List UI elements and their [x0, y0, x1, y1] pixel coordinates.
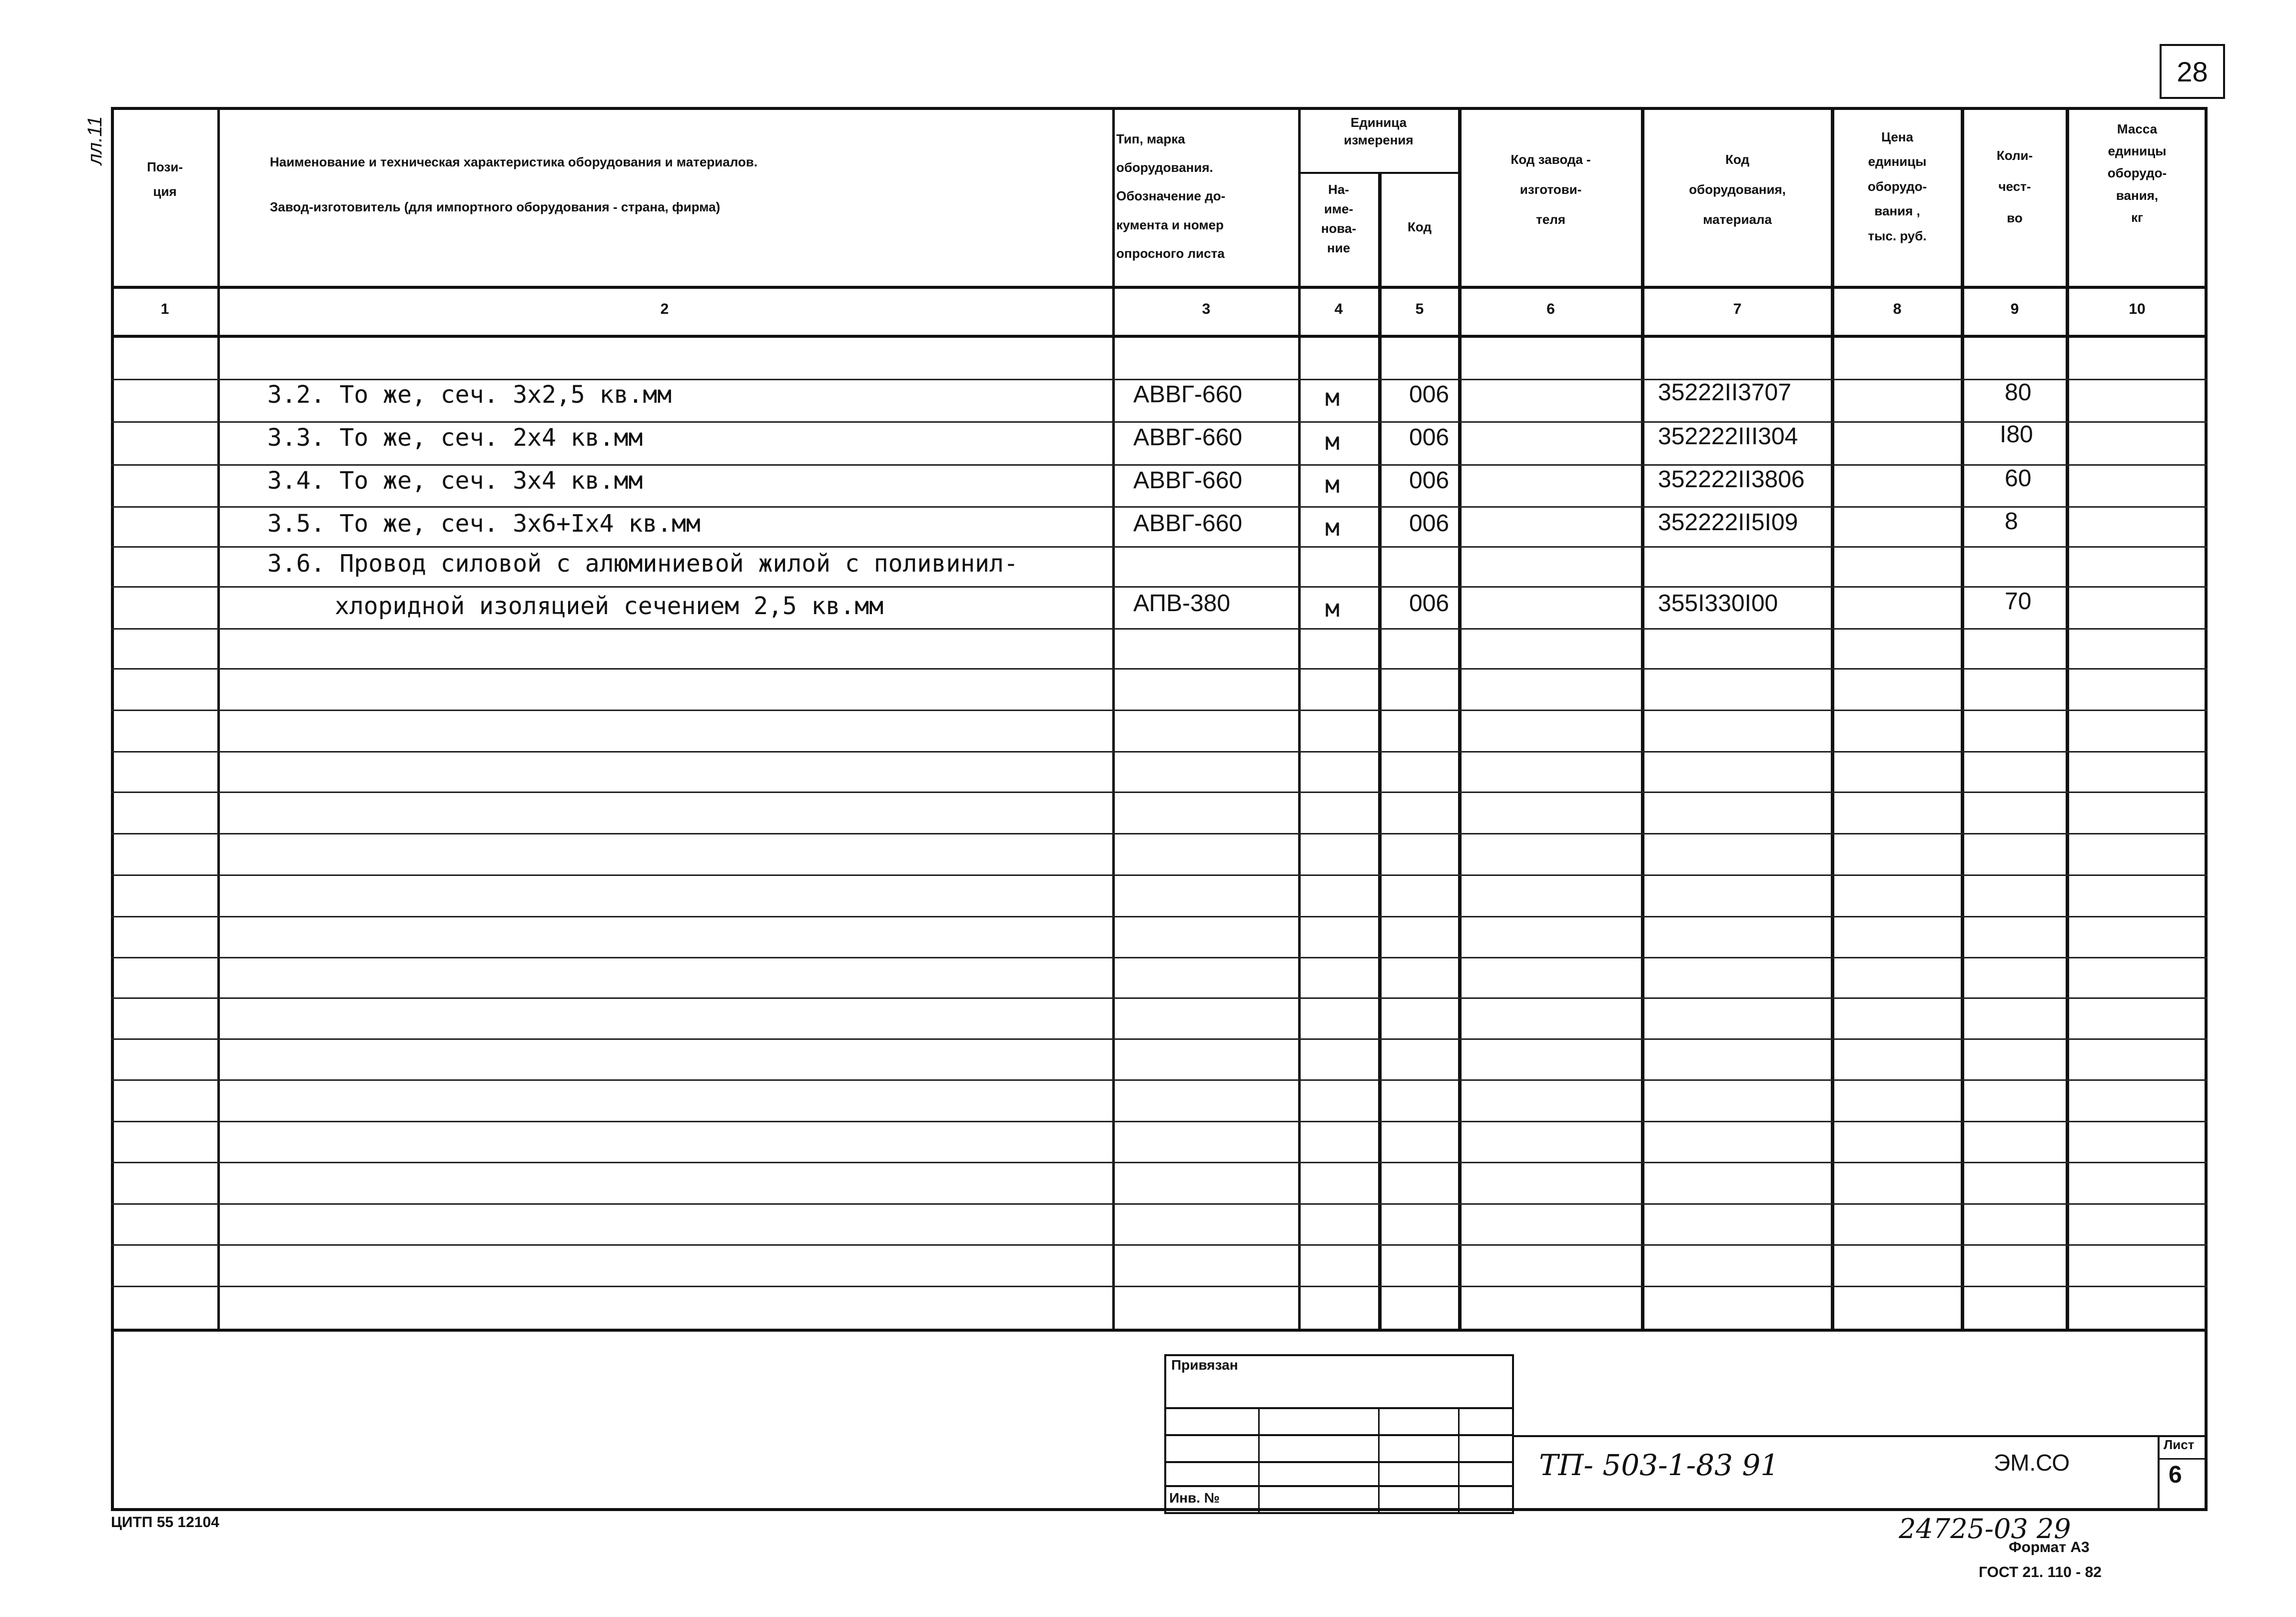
row-equipment-code: 35222II3707	[1658, 379, 1791, 406]
col-divider	[2066, 107, 2069, 1329]
col-divider	[1112, 107, 1115, 1329]
sheet-number: 6	[2169, 1462, 2182, 1488]
row-line	[111, 628, 2208, 630]
col-number: 3	[1202, 301, 1211, 317]
col-divider	[1831, 107, 1834, 1329]
row-code: 006	[1409, 381, 1450, 408]
row-type: АВВГ-660	[1133, 510, 1243, 537]
row-code: 006	[1409, 424, 1450, 451]
col-divider	[217, 107, 220, 1329]
row-name: 3.6. Провод силовой с алюминиевой жилой с поливинил-	[267, 550, 1018, 578]
row-unit: м	[1325, 514, 1340, 542]
row-unit: м	[1325, 428, 1340, 456]
title-block-line	[2158, 1458, 2208, 1460]
row-line	[111, 710, 2208, 711]
sheet-label: Лист	[2164, 1437, 2195, 1452]
row-equipment-code: 355I330I00	[1658, 590, 1778, 617]
row-equipment-code: 352222III304	[1658, 423, 1798, 450]
col-number: 6	[1546, 301, 1555, 317]
header-unit-name: На- име- нова- ние	[1321, 182, 1357, 255]
row-line	[111, 1079, 2208, 1081]
row-line	[111, 874, 2208, 876]
title-block-divider	[2158, 1435, 2160, 1511]
col-number: 1	[160, 301, 169, 317]
col-divider	[1458, 107, 1462, 1329]
col-number: 10	[2129, 301, 2146, 317]
side-mark: лл.11	[84, 116, 106, 165]
row-type: АВВГ-660	[1133, 467, 1243, 494]
header-name-line1: Наименование и техническая характеристика оборудования и материалов.	[270, 154, 758, 169]
number-row-line	[111, 335, 2208, 338]
row-quantity: 70	[2005, 588, 2032, 615]
row-line	[111, 506, 2208, 508]
table-bottom-line	[111, 1329, 2208, 1332]
footer-format: Формат А3	[2009, 1539, 2090, 1556]
row-unit: м	[1325, 471, 1340, 499]
col-number: 7	[1733, 301, 1742, 317]
stamp-divider	[1378, 1407, 1380, 1514]
row-line	[111, 957, 2208, 958]
row-type: АВВГ-660	[1133, 424, 1243, 451]
row-name: 3.2. То же, сеч. 3х2,5 кв.мм	[267, 381, 672, 409]
col-number: 4	[1334, 301, 1343, 317]
row-code: 006	[1409, 467, 1450, 494]
row-line	[111, 421, 2208, 423]
row-line	[111, 916, 2208, 917]
col-number: 9	[2010, 301, 2019, 317]
row-unit: м	[1325, 595, 1340, 623]
row-name: хлоридной изоляцией сечением 2,5 кв.мм	[335, 592, 884, 620]
row-line	[111, 1121, 2208, 1122]
stamp-line	[1164, 1434, 1514, 1436]
col-divider	[1641, 107, 1644, 1329]
col-divider	[1961, 107, 1964, 1329]
row-line	[111, 833, 2208, 834]
stamp-divider	[1258, 1407, 1260, 1514]
col-number: 8	[1893, 301, 1902, 317]
stamp-line	[1164, 1485, 1514, 1487]
col-number: 2	[660, 301, 669, 317]
row-quantity: I80	[2000, 421, 2033, 448]
row-name: 3.5. То же, сеч. 3х6+Iх4 кв.мм	[267, 510, 701, 538]
row-line	[111, 586, 2208, 588]
header-quantity: Коли- чест- во	[1996, 148, 2033, 225]
header-type: Тип, марка оборудования. Обозначение до- кумента и номер опросного листа	[1116, 131, 1226, 261]
footer-gost: ГОСТ 21. 110 - 82	[1979, 1564, 2102, 1581]
stamp-line	[1164, 1461, 1514, 1463]
row-quantity: 8	[2005, 508, 2018, 535]
page-number: 28	[2160, 44, 2225, 99]
row-line	[111, 1162, 2208, 1163]
row-line	[111, 751, 2208, 753]
binding-label: Привязан	[1171, 1357, 1238, 1373]
row-line	[111, 1286, 2208, 1287]
inventory-number-label: Инв. №	[1169, 1490, 1220, 1506]
section-code: ЭМ.СО	[1994, 1450, 2070, 1476]
row-name: 3.4. То же, сеч. 3х4 кв.мм	[267, 467, 643, 495]
header-name-line2: Завод-изготовитель (для импортного оборудования - страна, фирма)	[270, 199, 721, 214]
title-block-line	[1514, 1435, 2208, 1437]
row-quantity: 80	[2005, 379, 2032, 406]
row-line	[111, 1244, 2208, 1246]
row-line	[111, 1038, 2208, 1040]
row-line	[111, 792, 2208, 793]
footer-code: ЦИТП 55 12104	[111, 1514, 219, 1531]
header-price: Цена единицы оборудо- вания , тыс. руб.	[1867, 129, 1927, 243]
row-line	[111, 379, 2208, 380]
row-code: 006	[1409, 510, 1450, 537]
document-code: ТП- 503-1-83 91	[1539, 1448, 1779, 1482]
row-type: АПВ-380	[1133, 590, 1231, 617]
row-line	[111, 668, 2208, 670]
header-bottom-line	[111, 286, 2208, 289]
row-name: 3.3. То же, сеч. 2х4 кв.мм	[267, 424, 643, 452]
row-unit: м	[1325, 384, 1340, 412]
unit-divider	[1298, 172, 1458, 174]
row-line	[111, 1203, 2208, 1205]
header-position: Пози- ция	[147, 159, 183, 199]
header-unit-group: Единица измерения	[1344, 115, 1414, 148]
header-manufacturer-code: Код завода - изготови- теля	[1511, 152, 1591, 227]
row-line	[111, 546, 2208, 548]
row-equipment-code: 352222II3806	[1658, 466, 1805, 493]
row-code: 006	[1409, 590, 1450, 617]
row-equipment-code: 352222II5I09	[1658, 509, 1798, 536]
footer-number: 24725-03 29	[1899, 1513, 2071, 1545]
header-unit-code: Код	[1408, 219, 1432, 234]
row-type: АВВГ-660	[1133, 381, 1243, 408]
header-mass: Масса единицы оборудо- вания, кг	[2107, 121, 2167, 225]
stamp-divider	[1458, 1407, 1460, 1514]
col-divider	[1378, 172, 1382, 1329]
row-line	[111, 997, 2208, 999]
col-divider	[1298, 107, 1301, 1329]
row-quantity: 60	[2005, 465, 2032, 492]
col-number: 5	[1415, 301, 1424, 317]
stamp-line	[1164, 1407, 1514, 1409]
header-equipment-code: Код оборудования, материала	[1689, 152, 1786, 227]
row-line	[111, 464, 2208, 466]
